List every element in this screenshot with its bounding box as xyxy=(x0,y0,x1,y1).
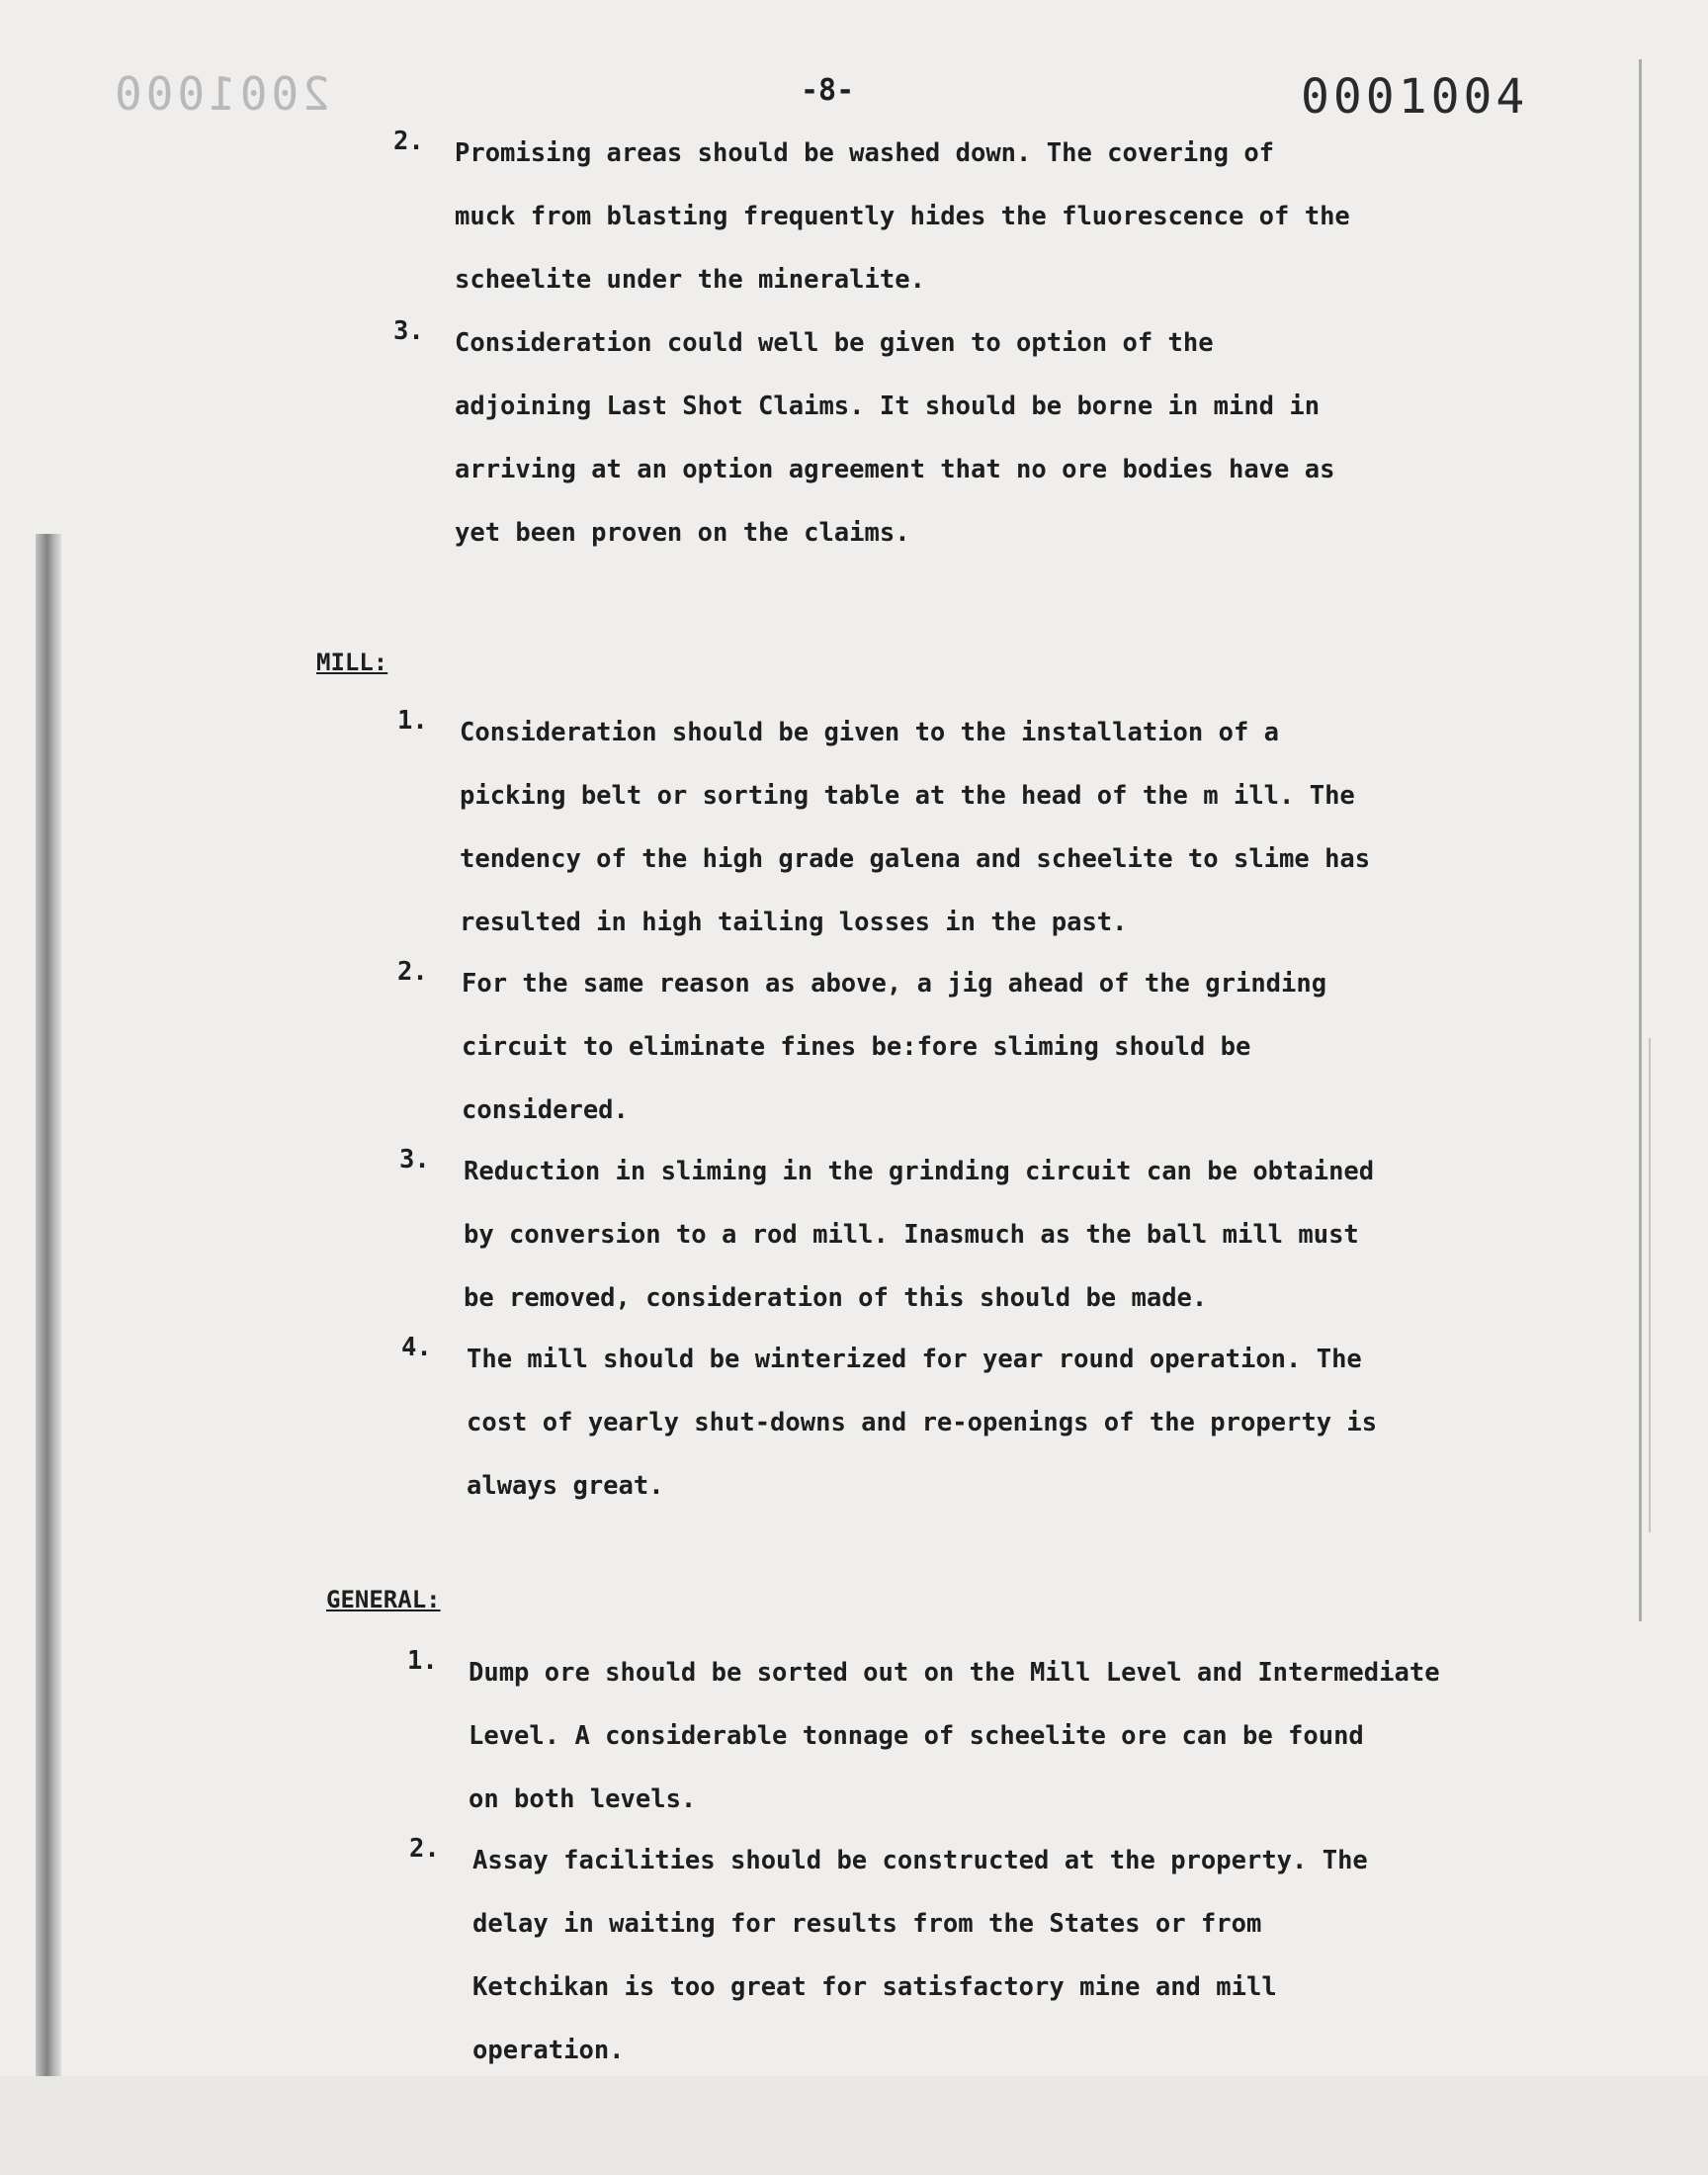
bleed-through-serial: 2001000 xyxy=(111,67,330,121)
list-item-line: Consideration could well be given to option of the xyxy=(455,328,1214,358)
list-item xyxy=(469,1641,1440,1831)
list-item-line: tendency of the high grade galena and scheelite to slime has xyxy=(460,844,1371,874)
list-item xyxy=(464,1140,1374,1330)
list-item xyxy=(472,1829,1368,2082)
section-heading-mill: MILL: xyxy=(316,649,388,676)
list-item-line: picking belt or sorting table at the head of the m ill. The xyxy=(460,781,1355,811)
page-number: -8- xyxy=(801,73,855,108)
list-item-line: always great. xyxy=(467,1471,664,1501)
list-item-line: yet been proven on the claims. xyxy=(455,518,910,548)
list-item-number: 4. xyxy=(401,1333,432,1362)
list-item-number: 1. xyxy=(397,706,428,736)
list-item-line: For the same reason as above, a jig ahead of the grinding xyxy=(462,969,1327,999)
scan-bottom-band xyxy=(0,2076,1708,2175)
list-item-line: Assay facilities should be constructed at the property. The xyxy=(472,1846,1368,1875)
list-item-line: be removed, consideration of this should be made. xyxy=(464,1283,1208,1313)
list-item-line: operation. xyxy=(472,2036,625,2065)
list-item-line: circuit to eliminate fines be:fore sliming should be xyxy=(462,1032,1251,1062)
list-item-line: arriving at an option agreement that no ore bodies have as xyxy=(455,455,1335,484)
list-item xyxy=(455,311,1334,565)
list-item-line: Dump ore should be sorted out on the Mill Level and Intermediate xyxy=(469,1658,1440,1688)
list-item xyxy=(467,1328,1377,1518)
list-item-number: 2. xyxy=(397,957,428,987)
list-item-line: by conversion to a rod mill. Inasmuch as the ball mill must xyxy=(464,1220,1359,1250)
list-item-line: Consideration should be given to the installation of a xyxy=(460,718,1280,747)
section-heading-general: GENERAL: xyxy=(326,1586,441,1613)
scan-vertical-line-secondary xyxy=(1649,1038,1651,1532)
list-item-line: Ketchikan is too great for satisfactory mine and mill xyxy=(472,1972,1277,2002)
list-item-line: cost of yearly shut-downs and re-openings of the property is xyxy=(467,1408,1378,1437)
list-item xyxy=(462,952,1326,1142)
list-item-line: The mill should be winterized for year round operation. The xyxy=(467,1345,1362,1374)
list-item-line: delay in waiting for results from the States or from xyxy=(472,1909,1262,1939)
list-item-line: on both levels. xyxy=(469,1784,697,1814)
list-item-number: 1. xyxy=(407,1646,438,1676)
list-item-number: 2. xyxy=(409,1834,440,1864)
list-item-line: Reduction in sliming in the grinding circuit can be obtained xyxy=(464,1157,1375,1186)
list-item-number: 2. xyxy=(393,127,424,156)
list-item-line: muck from blasting frequently hides the fluorescence of the xyxy=(455,202,1350,231)
list-item-line: Level. A considerable tonnage of scheelite ore can be found xyxy=(469,1721,1364,1751)
list-item-line: resulted in high tailing losses in the past. xyxy=(460,908,1128,937)
list-item-line: Promising areas should be washed down. The covering of xyxy=(455,138,1275,168)
list-item-line: scheelite under the mineralite. xyxy=(455,265,925,295)
document-serial-number: 0001004 xyxy=(1301,69,1529,125)
list-item-number: 3. xyxy=(399,1145,430,1174)
list-item-line: considered. xyxy=(462,1095,629,1125)
list-item xyxy=(455,122,1350,311)
scan-vertical-line xyxy=(1639,59,1642,1621)
list-item-number: 3. xyxy=(393,316,424,346)
list-item-line: adjoining Last Shot Claims. It should be borne in mind in xyxy=(455,392,1321,421)
scan-edge-shadow xyxy=(36,534,61,2116)
list-item xyxy=(460,701,1370,954)
